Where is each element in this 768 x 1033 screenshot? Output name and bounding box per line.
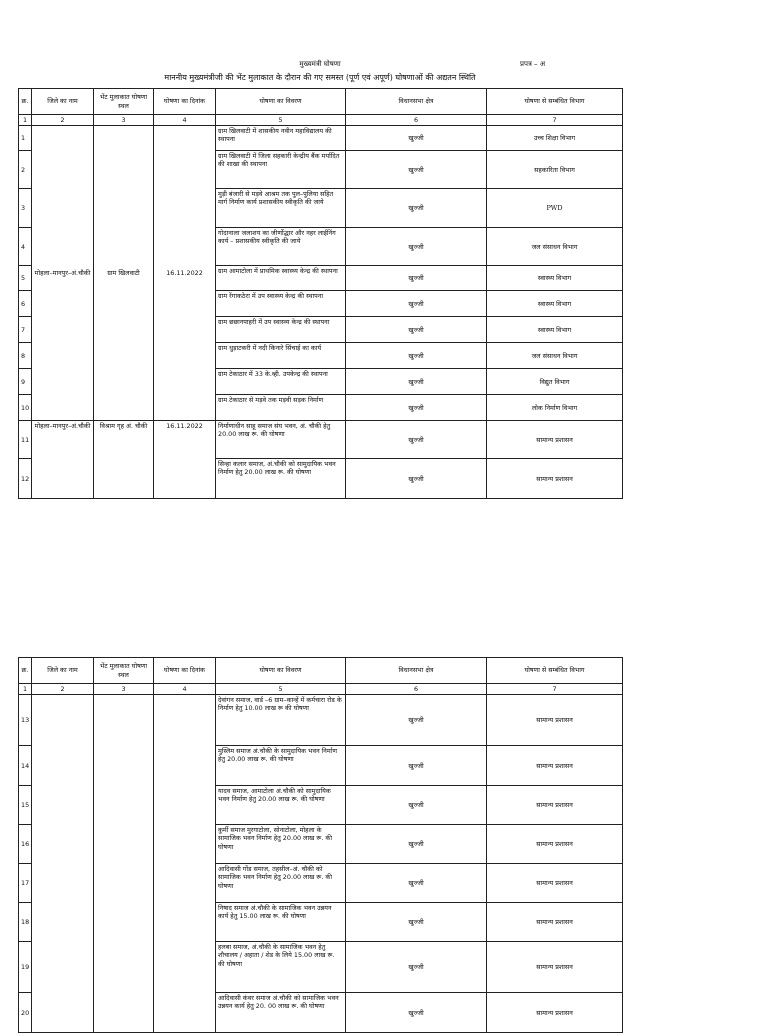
announcement-description: ग्राम खिलवाटी में जिला सहकारी केन्द्रीय बैंक मर्यादित की शाखा की स्थापना <box>216 151 346 189</box>
assembly-constituency: खुज्जी <box>346 942 487 993</box>
assembly-constituency: खुज्जी <box>346 126 487 151</box>
column-header: घोषणा का विवरण <box>216 89 346 115</box>
column-header: घोषणा का दिनांक <box>154 658 216 684</box>
announcement-description: ग्राम आमाटोला में प्राथमिक स्वास्थ्य केन्द्र की स्थापना <box>216 266 346 291</box>
announcement-date: 16.11.2022 <box>154 126 216 421</box>
column-number: 1 <box>19 115 32 126</box>
row-number: 1 <box>19 126 32 151</box>
row-number: 8 <box>19 343 32 369</box>
column-number: 6 <box>346 115 487 126</box>
row-number: 5 <box>19 266 32 291</box>
row-number: 9 <box>19 369 32 395</box>
row-number: 2 <box>19 151 32 189</box>
related-department: सामान्य प्रशासन <box>487 786 623 825</box>
announcement-description: यादव समाज, आमाटोला अं.चौकी को सामुदायिक भवन निर्माण हेतु 20.00 लाख रू. की घोषणा <box>216 786 346 825</box>
announcement-description: ग्राम धुड़ाटकरी में नदी किनारे सिंचाई का कार्य <box>216 343 346 369</box>
row-number: 16 <box>19 825 32 864</box>
column-number-row <box>19 115 623 126</box>
row-number: 19 <box>19 942 32 993</box>
assembly-constituency: खुज्जी <box>346 864 487 903</box>
row-number: 7 <box>19 317 32 343</box>
column-number: 4 <box>154 115 216 126</box>
related-department: सामान्य प्रशासन <box>487 746 623 786</box>
row-number: 12 <box>19 459 32 499</box>
announcement-description: देवांगन समाज, वार्ड –6 ग्राम–कान्हें में कर्मचारा रोड के निर्माण हेतु 10.00 लाख रू की घोषणा <box>216 695 346 746</box>
column-header: क्र. <box>19 658 32 684</box>
related-department: सामान्य प्रशासन <box>487 942 623 993</box>
district-name: मोहला–मानपुर–अं.चौकी <box>32 421 94 499</box>
related-department: स्वास्थ्य विभाग <box>487 291 623 317</box>
assembly-constituency: खुज्जी <box>346 369 487 395</box>
related-department: जल संसाधन विभाग <box>487 228 623 266</box>
related-department: सामान्य प्रशासन <box>487 825 623 864</box>
announcement-description: ग्राम रेंगाकठेरा में उप स्वास्थ्य केन्द्र की स्थापना <box>216 291 346 317</box>
related-department: सहकारिता विभाग <box>487 151 623 189</box>
announcement-venue: ग्राम खिलवाटी <box>94 126 154 421</box>
column-header: भेंट मुलाकात घोषणा स्थल <box>94 89 154 115</box>
announcement-venue: विश्राम गृह अं. चौकी <box>94 421 154 499</box>
assembly-constituency: खुज्जी <box>346 343 487 369</box>
district-name: मोहला–मानपुर–अं.चौकी <box>32 126 94 421</box>
assembly-constituency: खुज्जी <box>346 459 487 499</box>
page-title: मुख्यमंत्री घोषणा <box>299 60 341 68</box>
announcement-description: आदिवासी गोंड समाज, तहसील–अं. चौकी को सामाजिक भवन निर्माण हेतु 20.00 लाख रू. की घोषणा <box>216 864 346 903</box>
form-label: प्रपत्र – अ <box>520 60 546 68</box>
related-department: सामान्य प्रशासन <box>487 459 623 499</box>
announcement-date <box>154 695 216 1033</box>
related-department: PWD <box>487 189 623 228</box>
row-number: 4 <box>19 228 32 266</box>
column-number: 2 <box>32 115 94 126</box>
row-number: 11 <box>19 421 32 459</box>
assembly-constituency: खुज्जी <box>346 421 487 459</box>
related-department: जल संसाधन विभाग <box>487 343 623 369</box>
column-number-row <box>19 684 623 695</box>
header-row <box>19 89 623 115</box>
column-header: विधानसभा क्षेत्र <box>346 658 487 684</box>
district-name <box>32 695 94 1033</box>
column-number: 1 <box>19 684 32 695</box>
row-number: 17 <box>19 864 32 903</box>
assembly-constituency: खुज्जी <box>346 266 487 291</box>
column-number: 4 <box>154 684 216 695</box>
announcement-description: निषाद समाज अं.चौकी के सामाजिक भवन उन्नयन कार्य हेतु 15.00 लाख रू. की घोषणा <box>216 903 346 942</box>
column-number: 3 <box>94 684 154 695</box>
announcement-description: आदिवासी कंवर समाज अं.चौकी को सामाजिक भवन उन्नयन कार्य हेतु 20. 00 लाख रू. की घोषणा <box>216 993 346 1033</box>
announcements-table-1 <box>18 88 623 499</box>
announcement-description: निर्माणाधीन साहू समाज संघ भवन, अं. चौकी हेतु 20.00 लाख रू. की घोषणा <box>216 421 346 459</box>
row-number: 20 <box>19 993 32 1033</box>
column-number: 2 <box>32 684 94 695</box>
assembly-constituency: खुज्जी <box>346 291 487 317</box>
related-department: उच्च शिक्षा विभाग <box>487 126 623 151</box>
row-number: 15 <box>19 786 32 825</box>
announcement-description: मुस्लिम समाज अं.चौकी के सामुदायिक भवन निर्माण हेतु 20.00 लाख रू. की घोषणा <box>216 746 346 786</box>
column-number: 5 <box>216 684 346 695</box>
announcement-description: ग्राम छछानपाहरी में उप स्वास्थ्य केन्द्र की स्थापना <box>216 317 346 343</box>
header-row <box>19 658 623 684</box>
related-department: स्वास्थ्य विभाग <box>487 317 623 343</box>
announcement-date: 16.11.2022 <box>154 421 216 499</box>
related-department: सामान्य प्रशासन <box>487 695 623 746</box>
assembly-constituency: खुज्जी <box>346 903 487 942</box>
page-subtitle: माननीय मुख्यमंत्रीजी की भेंट मुलाकात के दौरान की गए समस्त (पूर्ण एवं अपूर्ण) घोषणाओं की अद्यतन स्थिति <box>164 73 476 82</box>
column-number: 5 <box>216 115 346 126</box>
related-department: सामान्य प्रशासन <box>487 903 623 942</box>
column-header: घोषणा का विवरण <box>216 658 346 684</box>
assembly-constituency: खुज्जी <box>346 993 487 1033</box>
assembly-constituency: खुज्जी <box>346 695 487 746</box>
column-number: 7 <box>487 684 623 695</box>
column-header: जिले का नाम <box>32 89 94 115</box>
row-number: 13 <box>19 695 32 746</box>
related-department: सामान्य प्रशासन <box>487 993 623 1033</box>
column-header: घोषणा से सम्बंधित विभाग <box>487 658 623 684</box>
column-number: 6 <box>346 684 487 695</box>
row-number: 18 <box>19 903 32 942</box>
related-department: स्वास्थ्य विभाग <box>487 266 623 291</box>
column-header: विधानसभा क्षेत्र <box>346 89 487 115</box>
row-number: 6 <box>19 291 32 317</box>
column-header: जिले का नाम <box>32 658 94 684</box>
announcement-description: हलबा समाज, अं.चौकी के सामाजिक भवन हेतु शौचालय / अहाता / शेड के लिये 15.00 लाख रू. की घोषणा <box>216 942 346 993</box>
column-header: भेंट मुलाकात घोषणा स्थल <box>94 658 154 684</box>
table-row <box>19 421 623 459</box>
assembly-constituency: खुज्जी <box>346 151 487 189</box>
table-row <box>19 126 623 151</box>
table-row <box>19 695 623 746</box>
row-number: 10 <box>19 395 32 421</box>
related-department: विद्युत विभाग <box>487 369 623 395</box>
assembly-constituency: खुज्जी <box>346 189 487 228</box>
assembly-constituency: खुज्जी <box>346 228 487 266</box>
row-number: 3 <box>19 189 32 228</box>
announcement-description: ग्राम टेकाठार से मड़वे तक मड़वी सड़क निर्माण <box>216 395 346 421</box>
column-number: 7 <box>487 115 623 126</box>
column-number: 3 <box>94 115 154 126</box>
announcement-description: ग्राम टेकाठार में 33 के.व्ही. उपकेन्द्र की स्थापना <box>216 369 346 395</box>
assembly-constituency: खुज्जी <box>346 317 487 343</box>
announcement-description: सिन्हा कलार समाज, अं.चौकी को सामुदायिक भवन निर्माण हेतु 20.00 लाख रू. की घोषणा <box>216 459 346 499</box>
column-header: क्र. <box>19 89 32 115</box>
assembly-constituency: खुज्जी <box>346 746 487 786</box>
announcement-description: कुर्मी समाज मुरगाटोला, सोनाटोला, मोहला के सामाजिक भवन निर्माण हेतु 20.00 लाख रू. की घोषणा <box>216 825 346 864</box>
related-department: सामान्य प्रशासन <box>487 864 623 903</box>
row-number: 14 <box>19 746 32 786</box>
announcement-description: मुड़ी बंजारी से मड़वे आश्रम तक पुल–पुलिया सहित मार्ग निर्माण कार्य प्रशासकीय स्वीकृति की जाये <box>216 189 346 228</box>
column-header: घोषणा से सम्बंधित विभाग <box>487 89 623 115</box>
announcement-description: गोदानाला जलाशय का जीर्णोद्धार और नहर लाईनिंग कार्य – प्रशासकीय स्वीकृति की जाये <box>216 228 346 266</box>
announcements-table-2 <box>18 657 623 1033</box>
assembly-constituency: खुज्जी <box>346 395 487 421</box>
announcement-venue <box>94 695 154 1033</box>
related-department: लोक निर्माण विभाग <box>487 395 623 421</box>
announcement-description: ग्राम खिलवाटी में शासकीय नवीन महाविद्यालय की स्थापना <box>216 126 346 151</box>
column-header: घोषणा का दिनांक <box>154 89 216 115</box>
related-department: सामान्य प्रशासन <box>487 421 623 459</box>
assembly-constituency: खुज्जी <box>346 825 487 864</box>
assembly-constituency: खुज्जी <box>346 786 487 825</box>
